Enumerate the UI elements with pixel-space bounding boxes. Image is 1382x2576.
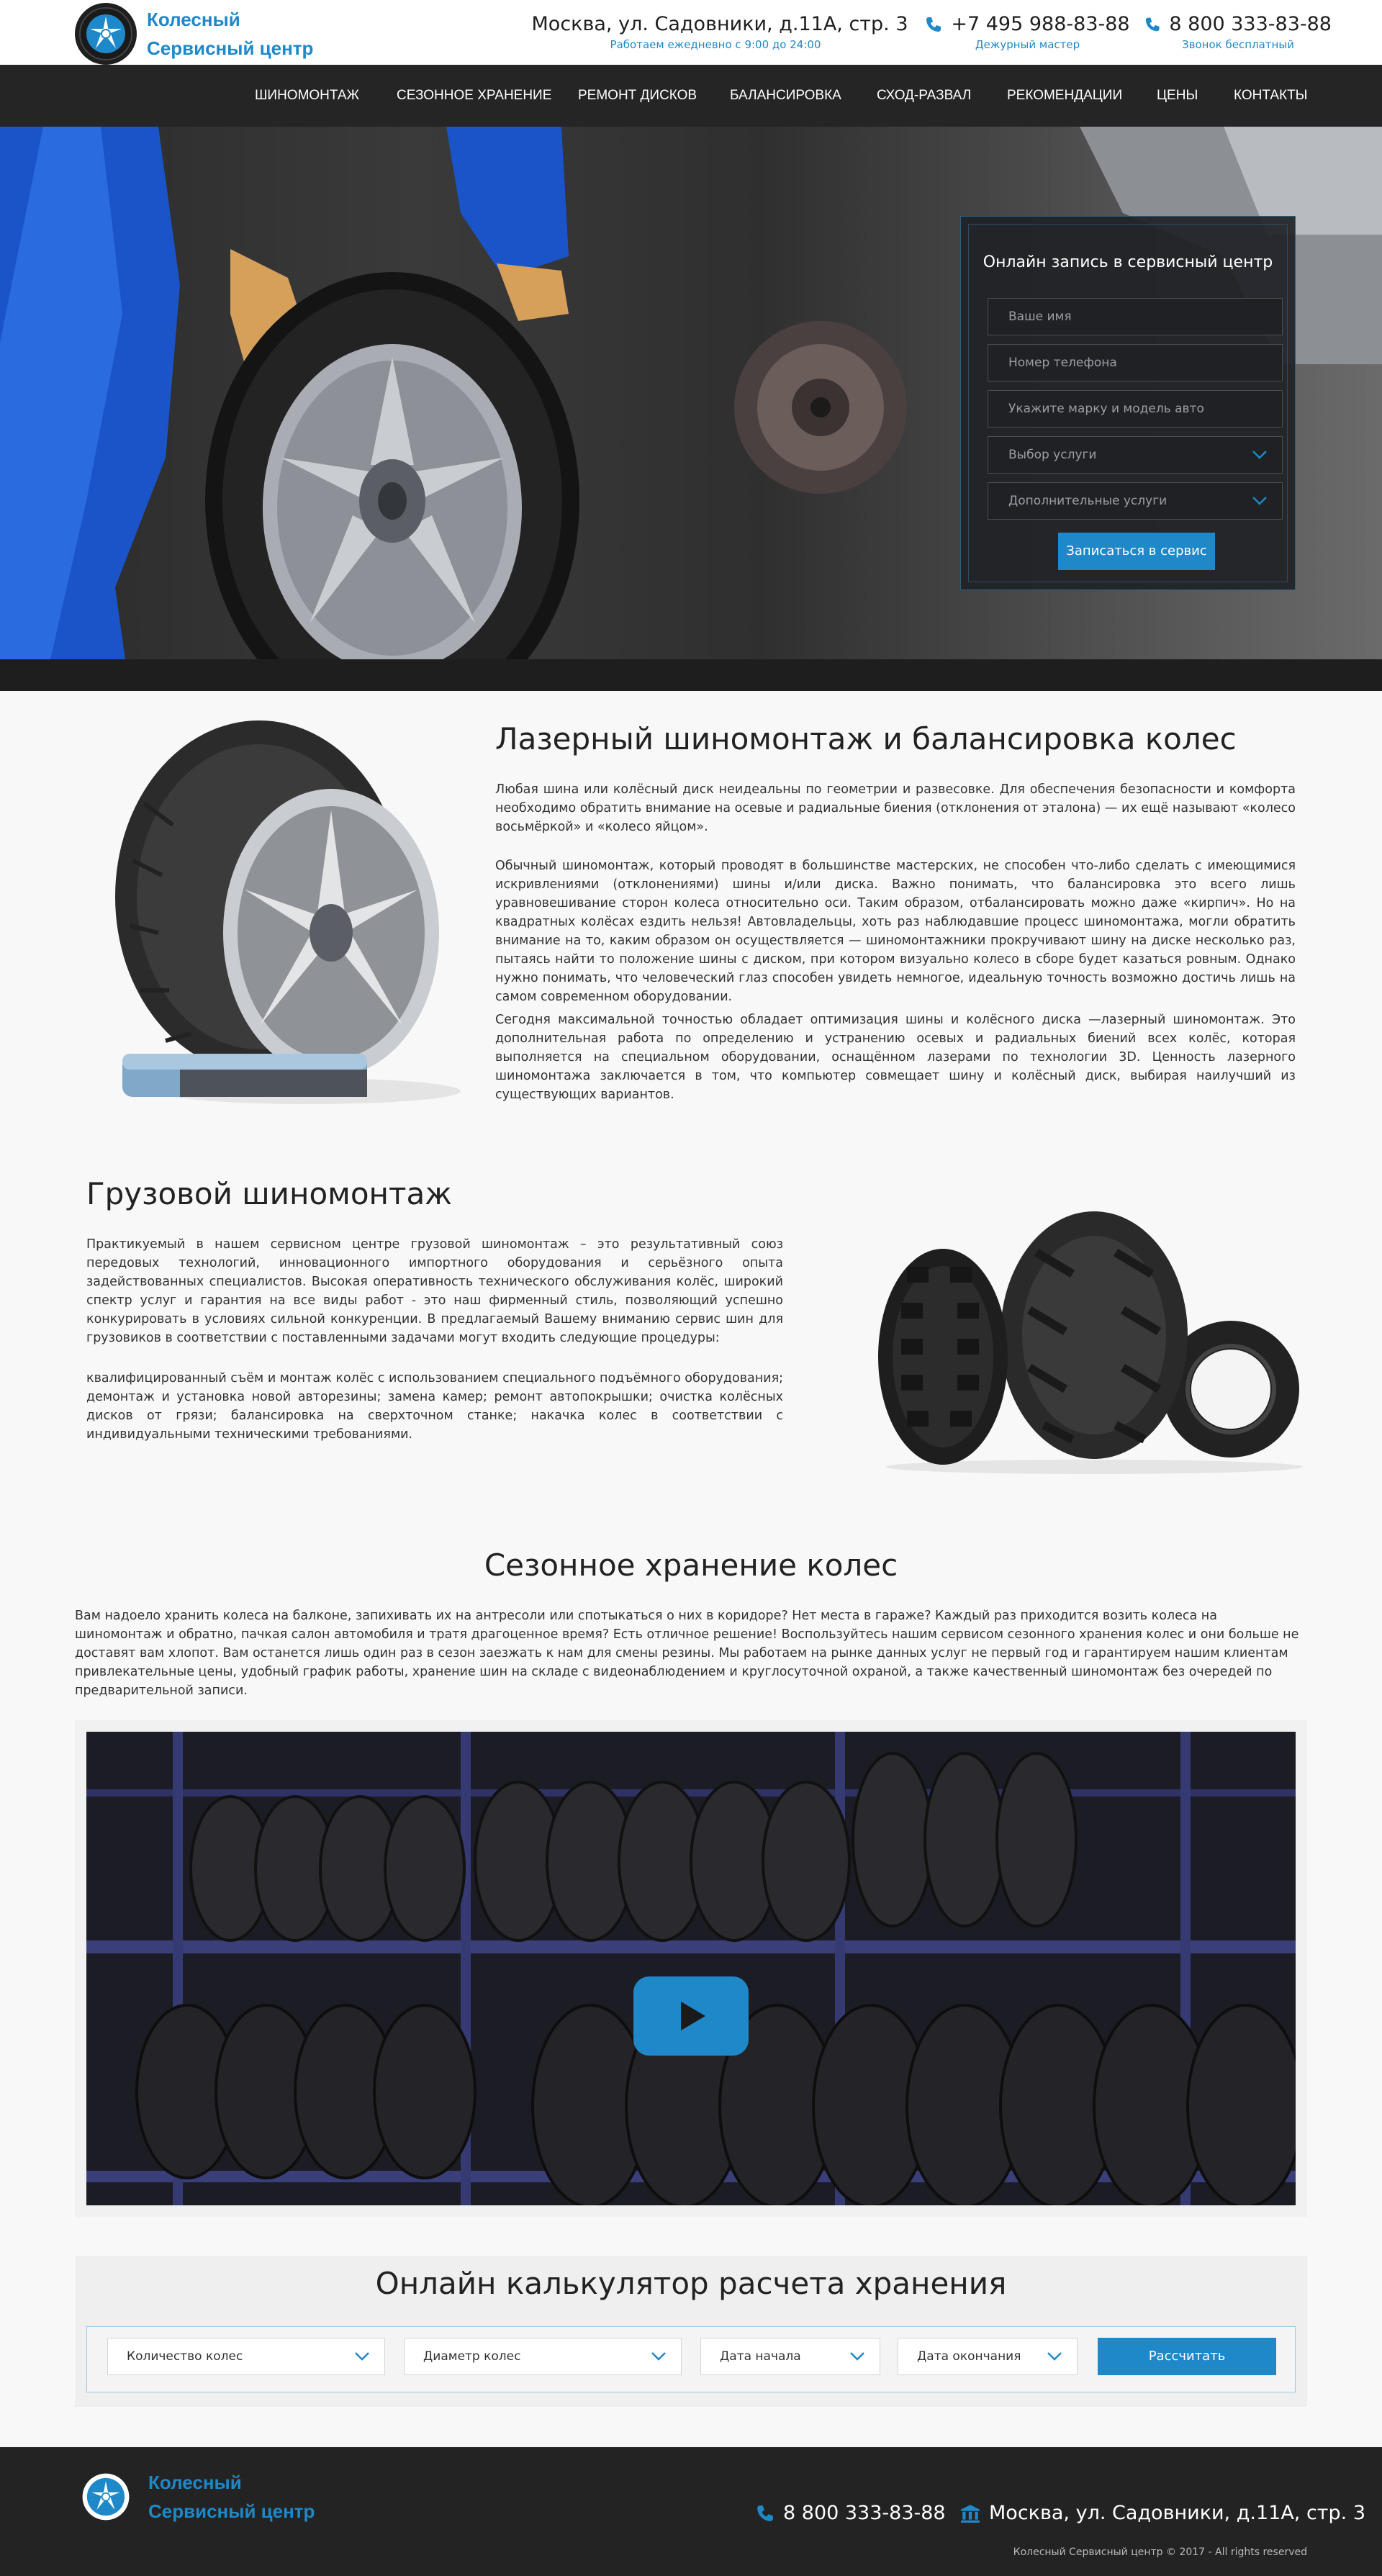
booking-title: Онлайн запись в сервисный центр bbox=[983, 253, 1273, 271]
wheel-logo-icon bbox=[75, 3, 137, 65]
footer-phone[interactable] bbox=[756, 2502, 946, 2524]
nav-item-seasonal-storage[interactable]: СЕЗОННОЕ ХРАНЕНИЕ bbox=[397, 88, 552, 103]
logo[interactable] bbox=[75, 3, 313, 65]
wheel-count-label: Количество колес bbox=[127, 2349, 243, 2364]
chevron-down-icon bbox=[849, 2351, 865, 2362]
phone-input[interactable]: Номер телефона bbox=[988, 344, 1283, 381]
phone-2-text[interactable]: 8 800 333-83-88 bbox=[1169, 13, 1332, 35]
truck-paragraph-2: квалифицированный съём и монтаж колёс с использованием специального подъёмного оборудования; демонтаж и установка новой авторезины; замена камер; ремонт автопокрышки; очистка колёсных дисков от грязи; балансировка на сверхточном станке; накачка колес в соответствии с индивидуальными техническими требованиями. bbox=[86, 1371, 783, 1442]
book-service-button[interactable]: Записаться в сервис bbox=[1058, 533, 1215, 570]
phone-1-sub: Дежурный мастер bbox=[975, 38, 1080, 51]
footer-address bbox=[960, 2502, 1365, 2524]
end-date-select[interactable] bbox=[898, 2338, 1078, 2375]
logo-line-1: Колесный bbox=[147, 9, 240, 30]
calculate-button[interactable]: Рассчитать bbox=[1098, 2338, 1276, 2375]
calculator-form bbox=[86, 2326, 1296, 2392]
extra-services-select[interactable] bbox=[988, 482, 1283, 520]
header-phone-2[interactable] bbox=[1144, 13, 1332, 51]
name-input[interactable]: Ваше имя bbox=[988, 298, 1283, 335]
car-model-input[interactable]: Укажите марку и модель авто bbox=[988, 390, 1283, 428]
footer-phone-text[interactable]: 8 800 333-83-88 bbox=[783, 2502, 946, 2524]
play-button[interactable] bbox=[633, 1976, 749, 2056]
wheel-count-select[interactable] bbox=[107, 2338, 385, 2375]
wheel-diameter-select[interactable] bbox=[404, 2338, 682, 2375]
footer-logo-line-2: Сервисный центр bbox=[148, 2500, 315, 2522]
nav-item-alignment[interactable]: СХОД-РАЗВАЛ bbox=[877, 88, 972, 103]
start-date-label: Дата начала bbox=[720, 2349, 801, 2364]
main-nav bbox=[0, 65, 1382, 127]
end-date-label: Дата окончания bbox=[917, 2349, 1021, 2364]
service-select-label: Выбор услуги bbox=[1008, 448, 1097, 462]
chevron-down-icon bbox=[1252, 496, 1268, 506]
chevron-down-icon bbox=[1047, 2351, 1062, 2362]
nav-item-tire-fitting[interactable]: ШИНОМОНТАЖ bbox=[255, 88, 360, 103]
phone-icon bbox=[1144, 16, 1160, 33]
truck-tires-image bbox=[857, 1209, 1303, 1475]
work-hours: Работаем ежедневно с 9:00 до 24:00 bbox=[610, 38, 821, 51]
phone-2-sub: Звонок бесплатный bbox=[1182, 38, 1294, 51]
footer-logo-line-1: Колесный bbox=[148, 2472, 242, 2493]
laser-paragraph-2: Обычный шиномонтаж, который проводят в большинстве мастерских, не способен что-либо сделать с имеющимися искривлениями (отклонениями) шины и/или диска. Важно понимать, что балансировка это всего лишь уравновешивание сторон колеса относительно оси. Таким образом, отбалансировать можно даже «кирпич». Но на квадратных колёсах ездить нельзя! Автовладельцы, хоть раз наблюдавшие процесс шиномонтажа, могли обратить внимание на то, каким образом он осуществляется — шиномонтажники прокручивают шину на диске несколько раз, пытаясь найти то положение шины с диском, при котором визуально колесо в сборе будет казаться ровным. Однако нужно понимать, что человеческий глаз способен увидеть немногое, идеальную точность возможно достичь лишь на самом современном оборудовании. bbox=[495, 859, 1296, 1004]
logo-text bbox=[147, 5, 313, 63]
header-address bbox=[531, 13, 908, 51]
nav-item-balancing[interactable]: БАЛАНСИРОВКА bbox=[730, 88, 841, 103]
booking-form bbox=[960, 216, 1296, 590]
start-date-select[interactable] bbox=[700, 2338, 880, 2375]
top-header bbox=[0, 0, 1382, 65]
extra-services-label: Дополнительные услуги bbox=[1008, 494, 1168, 508]
header-phone-1[interactable] bbox=[925, 13, 1130, 51]
logo-line-2: Сервисный центр bbox=[147, 37, 314, 59]
storage-title: Сезонное хранение колес bbox=[484, 1547, 898, 1583]
nav-item-prices[interactable]: ЦЕНЫ bbox=[1157, 88, 1198, 103]
wheel-logo-icon bbox=[75, 2466, 137, 2528]
laser-paragraph-3: Сегодня максимальной точностью обладает оптимизация шины и колёсного диска —лазерный шиномонтаж. Это дополнительная работа по определению и устранению осевых и радиальных биений всех колёс, которая выполняется на специальном оборудовании, оснащённом лазерами по технологии 3D. Ценность лазерного шиномонтажа заключается в том, что компьютер совмещает шину и колёсный диск, выбирая наилучший из существующих вариантов. bbox=[495, 1013, 1296, 1102]
tire-warehouse-video[interactable] bbox=[86, 1732, 1296, 2205]
laser-title: Лазерный шиномонтаж и балансировка колес bbox=[495, 721, 1237, 756]
storage-calculator bbox=[75, 2256, 1307, 2407]
copyright: Колесный Сервисный центр © 2017 - All rights reserved bbox=[1013, 2546, 1307, 2558]
chevron-down-icon bbox=[1252, 450, 1268, 460]
footer-address-text: Москва, ул. Садовники, д.11А, стр. 3 bbox=[989, 2502, 1366, 2524]
hero-banner bbox=[0, 127, 1382, 691]
phone-1-text[interactable]: +7 495 988-83-88 bbox=[951, 13, 1130, 35]
footer bbox=[0, 2447, 1382, 2576]
phone-icon bbox=[756, 2504, 774, 2523]
service-select[interactable] bbox=[988, 436, 1283, 474]
nav-item-contacts[interactable]: КОНТАКТЫ bbox=[1234, 88, 1308, 103]
storage-paragraph: Вам надоело хранить колеса на балконе, запихивать их на антресоли или спотыкаться о них в коридоре? Нет места в гараже? Каждый раз приходится возить колеса на шиномонтаж и обратно, пачкая салон автомобиля и тратя драгоценное время? Есть отличное решение! Воспользуйтесь нашим сервисом сезонного хранения колес и они больше не доставят вам хлопот. Вам останется лишь один раз в сезон заезжать к нам для смены резины. Мы работаем на рынке данных услуг не первый год и гарантируем нашим клиентам привлекательные цены, удобный график работы, хранение шин на складе с видеонаблюдением и круглосуточной охраной, а также качественный шиномонтаж без очередей по предварительной записи. bbox=[75, 1609, 1299, 1698]
footer-logo-text bbox=[148, 2468, 315, 2526]
wheel-diameter-label: Диаметр колес bbox=[423, 2349, 521, 2364]
booking-form-frame bbox=[968, 224, 1288, 582]
building-icon bbox=[960, 2504, 980, 2523]
chevron-down-icon bbox=[651, 2351, 667, 2362]
nav-item-recommendations[interactable]: РЕКОМЕНДАЦИИ bbox=[1007, 88, 1123, 103]
video-player bbox=[75, 1720, 1307, 2217]
laser-paragraph-1: Любая шина или колёсный диск неидеальны по геометрии и развесовке. Для обеспечения безопасности и комфорта необходимо обратить внимание на осевые и радиальные биения (отклонения от эталона) — их ещё называют «колесо восьмёркой» и «колесо яйцом». bbox=[495, 782, 1296, 834]
truck-title: Грузовой шиномонтаж bbox=[86, 1176, 453, 1211]
truck-paragraph-1: Практикуемый в нашем сервисном центре грузовой шиномонтаж – это результативный союз передовых технологий, инновационного импортного оборудования и серьёзного опыта задействованных специалистов. Высокая оперативность технического обслуживания колёс, широкий спектр услуг и гарантия на все виды работ - это наш фирменный стиль, позволяющий успешно конкурировать в условиях сильной конкуренции. В предлагаемый Вашему вниманию сервис шин для грузовиков в соответствии с поставленными задачами могут входить следующие процедуры: bbox=[86, 1237, 783, 1345]
wheel-rim-image bbox=[94, 717, 475, 1108]
address-text: Москва, ул. Садовники, д.11А, стр. 3 bbox=[531, 13, 908, 35]
footer-logo[interactable] bbox=[75, 2466, 315, 2528]
chevron-down-icon bbox=[354, 2351, 370, 2362]
nav-item-rim-repair[interactable]: РЕМОНТ ДИСКОВ bbox=[578, 88, 697, 103]
play-icon bbox=[674, 1999, 708, 2033]
calculator-title: Онлайн калькулятор расчета хранения bbox=[375, 2266, 1007, 2301]
phone-icon bbox=[925, 16, 942, 33]
